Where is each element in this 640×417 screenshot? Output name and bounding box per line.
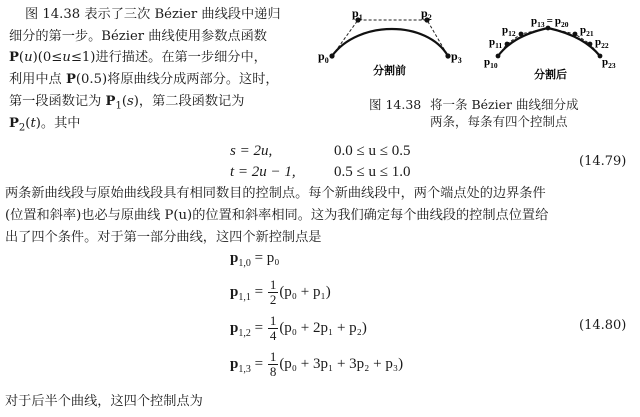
point-p11 <box>505 42 510 47</box>
label-p3: $p_3$ <box>451 49 462 65</box>
point-p21 <box>573 32 578 37</box>
point-p10 <box>496 54 501 59</box>
intro-line-5: 第一段函数记为 $P_1(s)$，第二段函数记为 <box>9 94 245 112</box>
label-p10: $p_{10}$ <box>484 56 498 70</box>
intro-line-4: 利用中点 P(0.5)将原曲线分成两部分。这时， <box>9 72 279 87</box>
label-p12: $p_{12}$ <box>502 24 516 38</box>
before-diagram <box>318 6 462 77</box>
eq80-row-2: $p_{1,2}$ = $\frac{1}{4}$ (p₀ + 2p₁ + p₂) <box>230 313 367 343</box>
after-diagram <box>484 15 616 81</box>
label-p0: $p_0$ <box>318 49 329 65</box>
figure-caption-line-1: 将一条 Bézier 曲线细分成 <box>430 97 579 112</box>
eq79-row1-cond: 0.0 ≤ u ≤ 0.5 <box>334 143 411 159</box>
label-p22: $p_{22}$ <box>595 36 609 50</box>
bezier-curve-before <box>332 29 448 56</box>
label-p1: $p_1$ <box>352 6 363 22</box>
label-p2: $p_2$ <box>421 6 432 22</box>
intro-line-3: P(u)(0≤u≤1)进行描述。在第一步细分中， <box>9 50 267 65</box>
intro-line-2: 细分的第一步。Bézier 曲线使用参数点函数 <box>9 29 267 44</box>
eq79-row1-lhs: s = 2u, <box>230 143 273 159</box>
body-line-3: 出了四个条件。对于第一部分曲线，这四个新控制点是 <box>5 230 322 245</box>
intro-line-1: 图 14.38 表示了三次 Bézier 曲线段中递归 <box>25 7 281 22</box>
body-line-1: 两条新曲线段与原始曲线段具有相同数目的控制点。每个新曲线段中，两个端点处的边界条件 <box>5 186 546 201</box>
intro-line-6: $P_2(t)$。其中 <box>9 116 81 134</box>
point-p12 <box>519 32 524 37</box>
fraction: $\frac{1}{8}$ <box>269 349 277 379</box>
body-line-2: (位置和斜率)也必与原曲线 P(u)的位置和斜率相同。这为我们确定每个曲线段的控制点位置给 <box>5 208 549 223</box>
point-p3 <box>445 53 450 58</box>
closing-line: 对于后半个曲线，这四个控制点为 <box>5 394 203 409</box>
eq80-number: (14.80) <box>579 318 627 333</box>
label-p11: $p_{11}$ <box>489 36 503 50</box>
eq80-row-0: $p_{1,0} = p_0$ <box>230 250 280 269</box>
label-p23: $p_{23}$ <box>602 56 616 70</box>
eq79-row2-lhs: t = 2u − 1, <box>230 164 296 180</box>
label-p21: $p_{21}$ <box>580 24 594 38</box>
figure-caption-line-2: 两条，每条有四个控制点 <box>430 114 568 129</box>
label-p13-equals-p20: $p_{13} = p_{20}$ <box>531 15 569 29</box>
figure-caption-number: 图 14.38 <box>369 97 422 112</box>
caption-before: 分割前 <box>373 65 406 77</box>
point-p22 <box>588 42 593 47</box>
eq79-number: (14.79) <box>579 154 627 169</box>
caption-after: 分割后 <box>534 69 567 81</box>
point-p0 <box>329 53 334 58</box>
eq80-row-3: $p_{1,3}$ = $\frac{1}{8}$ (p₀ + 3p₁ + 3p₂ + p₃) <box>230 349 404 379</box>
fraction: $\frac{1}{2}$ <box>269 277 277 307</box>
fraction: $\frac{1}{4}$ <box>269 313 277 343</box>
eq79-row2-cond: 0.5 ≤ u ≤ 1.0 <box>334 164 411 180</box>
eq80-row-1: $p_{1,1}$ = $\frac{1}{2}$ (p₀ + p₁) <box>230 277 331 307</box>
